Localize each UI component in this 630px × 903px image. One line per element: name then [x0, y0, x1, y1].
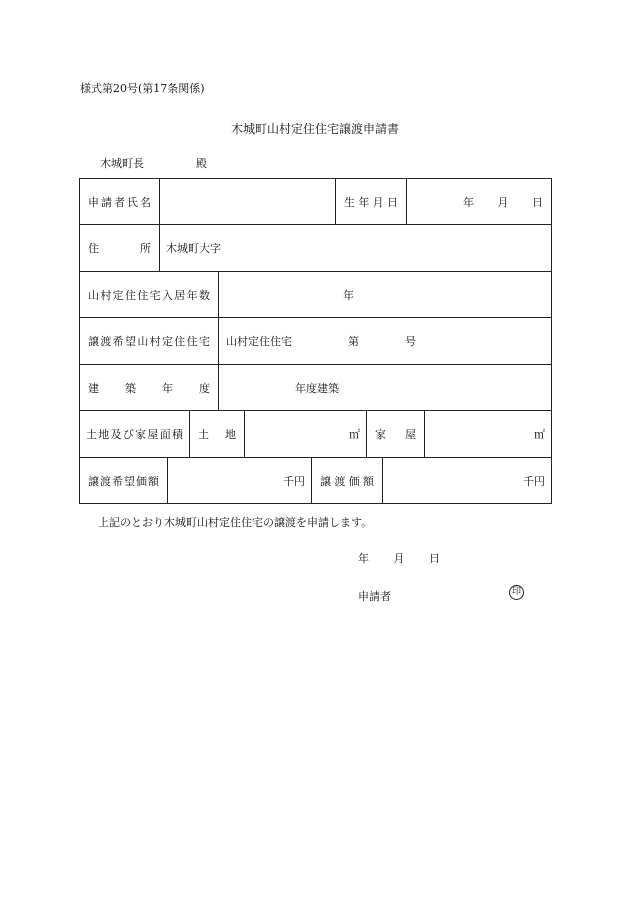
- residence-years-field[interactable]: [219, 272, 551, 317]
- construction-year-suffix: 年度建築: [295, 381, 339, 395]
- land-label: 土 地: [198, 428, 236, 441]
- desired-price-field[interactable]: [168, 458, 311, 503]
- closing-statement: 上記のとおり木城町山村定住住宅の譲渡を申請します。: [98, 516, 373, 529]
- transfer-price-label: 譲 渡 価 額: [320, 474, 374, 488]
- desired-house-number-prefix: 第: [348, 335, 359, 348]
- applicant-signature-label: 申請者: [358, 590, 391, 603]
- desired-house-number-suffix: 号: [405, 335, 416, 348]
- house-area-unit: ㎡: [534, 428, 545, 441]
- house-label: 家 屋: [375, 428, 416, 441]
- desired-price-unit: 千円: [283, 474, 305, 488]
- construction-year-field[interactable]: [219, 365, 551, 410]
- date-day-unit: 日: [429, 552, 440, 565]
- construction-year-label: 建 築 年 度: [88, 381, 210, 395]
- date-year-unit: 年: [358, 552, 369, 565]
- desired-price-label: 譲 渡 希 望 価 額: [88, 474, 159, 488]
- land-area-field[interactable]: [245, 411, 366, 457]
- application-table: [79, 178, 552, 504]
- addressee-honorific: 殿: [196, 157, 207, 170]
- birthdate-label: 生 年 月 日: [344, 195, 398, 209]
- desired-house-prefix: 山村定住住宅: [226, 335, 292, 348]
- applicant-name-label: 申 請 者 氏 名: [88, 195, 151, 209]
- birthdate-field[interactable]: [407, 179, 551, 224]
- address-value: 木城町大字: [166, 242, 221, 255]
- month-unit: 月: [497, 195, 509, 209]
- transfer-price-unit: 千円: [523, 474, 545, 488]
- day-unit: 日: [532, 195, 543, 209]
- address-field[interactable]: [160, 225, 551, 271]
- year-unit: 年: [463, 195, 474, 209]
- date-month-unit: 月: [393, 552, 405, 565]
- desired-house-label: 譲 渡 希 望 山 村 定 住 住 宅: [88, 335, 210, 348]
- area-label: 土 地 及 び 家 屋 面 積: [86, 428, 183, 441]
- addressee-name: 木城町長: [100, 157, 144, 170]
- land-area-unit: ㎡: [349, 428, 360, 441]
- desired-house-field[interactable]: [219, 318, 551, 364]
- transfer-price-field[interactable]: [383, 458, 551, 503]
- applicant-name-field[interactable]: [160, 179, 335, 224]
- document-title: 木城町山村定住住宅譲渡申請書: [230, 122, 399, 136]
- residence-years-unit: 年: [343, 288, 354, 302]
- residence-years-label: 山 村 定 住 住 宅 入 居 年 数: [88, 288, 210, 302]
- seal-mark: 印: [509, 585, 524, 600]
- house-area-field[interactable]: [425, 411, 551, 457]
- application-date[interactable]: [358, 550, 440, 566]
- address-label: 住 所: [88, 242, 151, 255]
- form-number: 様式第20号(第17条関係): [80, 82, 205, 95]
